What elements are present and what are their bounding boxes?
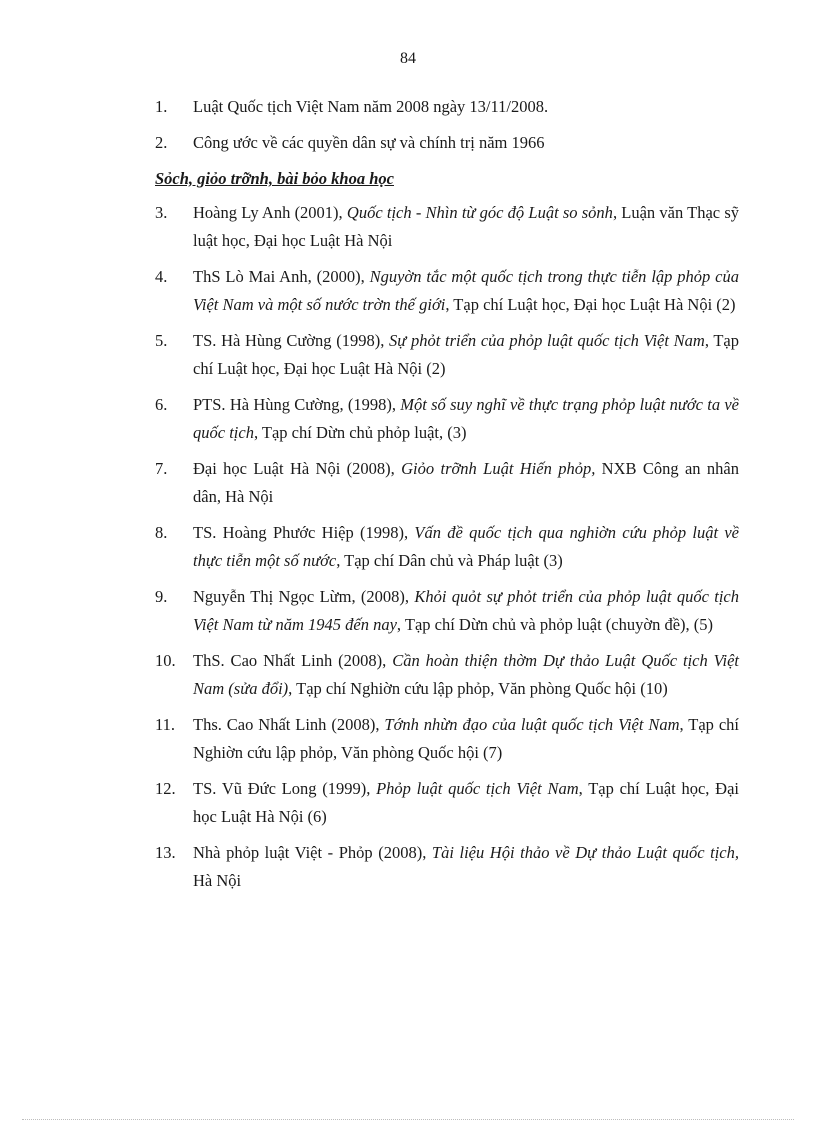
section-heading: Sỏch, giỏo trỡnh, bài bỏo khoa học xyxy=(155,169,394,188)
page-number: 84 xyxy=(400,50,416,67)
ref-author: TS. Vũ Đức Long (1999), xyxy=(193,779,377,798)
ref-source: , Tạp chí Dừn chủ và phỏp luật (chuyờn đề), (5) xyxy=(396,615,714,634)
list-item xyxy=(155,327,739,383)
ref-author: Nhà phỏp luật Việt - Phỏp (2008), xyxy=(193,843,432,862)
item-text xyxy=(193,839,739,895)
ref-title: Sự phỏt triển của phỏp luật quốc tịch Việt Nam xyxy=(389,331,705,350)
item-number: 3. xyxy=(155,203,168,222)
reference-list xyxy=(155,93,739,903)
ref-author: ThS Lò Mai Anh, (2000), xyxy=(193,267,370,286)
list-item xyxy=(155,263,739,319)
item-text xyxy=(193,647,739,703)
item-text xyxy=(193,327,739,383)
ref-title: Một số suy nghĩ về thực trạng phỏp luật nước ta về quốc tịch xyxy=(193,395,740,442)
ref-source: , Tạp chí Nghiờn cứu lập phỏp, Văn phòng Quốc hội (10) xyxy=(288,679,668,698)
item-text xyxy=(193,263,739,319)
item-number: 2. xyxy=(155,133,168,152)
ref-title: Cần hoàn thiện thờm Dự thảo Luật Quốc tịch Việt Nam (sửa đổi) xyxy=(193,651,740,698)
ref-title: Nguyờn tắc một quốc tịch trong thực tiễn lập phỏp của Việt Nam và một số nước trờn thế giới xyxy=(193,267,739,314)
ref-title: Quốc tịch - Nhìn từ góc độ Luật so sỏnh xyxy=(346,203,613,222)
list-item xyxy=(155,129,739,157)
item-text xyxy=(193,711,739,767)
item-text xyxy=(193,775,739,831)
item-text xyxy=(193,199,739,255)
list-item xyxy=(155,711,739,767)
list-item xyxy=(155,199,739,255)
list-item xyxy=(155,455,739,511)
list-item xyxy=(155,647,739,703)
item-number: 11. xyxy=(155,715,176,734)
list-item xyxy=(155,775,739,831)
item-number: 1. xyxy=(155,97,168,116)
item-text: Luật Quốc tịch Việt Nam năm 2008 ngày 13/11/2008. xyxy=(193,97,549,116)
ref-author: TS. Hà Hùng Cường (1998), xyxy=(193,331,390,350)
item-text: Công ước về các quyền dân sự và chính trị năm 1966 xyxy=(193,133,545,152)
ref-title: Phỏp luật quốc tịch Việt Nam xyxy=(376,779,579,798)
item-number: 9. xyxy=(155,587,168,606)
list-item xyxy=(155,391,739,447)
ref-author: Hoàng Ly Anh (2001), xyxy=(193,203,347,222)
ref-source: Hà Nội xyxy=(193,871,242,890)
ref-author: PTS. Hà Hùng Cường, (1998), xyxy=(193,395,401,414)
item-text xyxy=(193,391,739,447)
item-number: 8. xyxy=(155,523,168,542)
ref-title: Tài liệu Hội thảo về Dự thảo Luật quốc tịch, xyxy=(431,843,739,862)
item-number: 4. xyxy=(155,267,168,286)
item-text xyxy=(193,583,739,639)
item-number: 12. xyxy=(155,779,176,798)
item-text xyxy=(193,455,739,511)
ref-author: Đại học Luật Hà Nội (2008), xyxy=(193,459,402,478)
ref-title: Tớnh nhừn đạo của luật quốc tịch Việt Nam xyxy=(384,715,680,734)
item-number: 6. xyxy=(155,395,168,414)
ref-source: , Luận văn Thạc sỹ luật học, Đại học Luật Hà Nội xyxy=(193,203,740,250)
ref-source: NXB Công an nhân dân, Hà Nội xyxy=(193,459,739,506)
ref-author: TS. Hoàng Phước Hiệp (1998), xyxy=(193,523,415,542)
item-number: 10. xyxy=(155,651,176,670)
ref-source: , Tạp chí Luật học, Đại học Luật Hà Nội (6) xyxy=(193,779,739,826)
item-number: 5. xyxy=(155,331,168,350)
list-item xyxy=(155,519,739,575)
list-item xyxy=(155,839,739,895)
item-text xyxy=(193,519,739,575)
ref-title: Khỏi quỏt sự phỏt triển của phỏp luật quốc tịch Việt Nam từ năm 1945 đến nay xyxy=(193,587,739,634)
item-number: 7. xyxy=(155,459,168,478)
item-number: 13. xyxy=(155,843,176,862)
ref-source: , Tạp chí Nghiờn cứu lập phỏp, Văn phòng Quốc hội (7) xyxy=(193,715,739,762)
list-item xyxy=(155,583,739,639)
list-item xyxy=(155,93,739,121)
page-bottom-divider xyxy=(22,1119,794,1120)
ref-author: Ths. Cao Nhất Linh (2008), xyxy=(193,715,385,734)
ref-source: , Tạp chí Dân chủ và Pháp luật (3) xyxy=(336,551,563,570)
ref-source: , Tạp chí Luật học, Đại học Luật Hà Nội (2) xyxy=(193,331,739,378)
ref-source: , Tạp chí Luật học, Đại học Luật Hà Nội (2) xyxy=(445,295,736,314)
ref-title: Giỏo trỡnh Luật Hiến phỏp, xyxy=(401,459,596,478)
ref-title: Vấn đề quốc tịch qua nghiờn cứu phỏp luật về thực tiễn một số nước xyxy=(193,523,739,570)
ref-author: ThS. Cao Nhất Linh (2008), xyxy=(193,651,393,670)
ref-author: Nguyễn Thị Ngọc Lừm, (2008), xyxy=(193,587,415,606)
ref-source: , Tạp chí Dừn chủ phỏp luật, (3) xyxy=(253,423,467,442)
